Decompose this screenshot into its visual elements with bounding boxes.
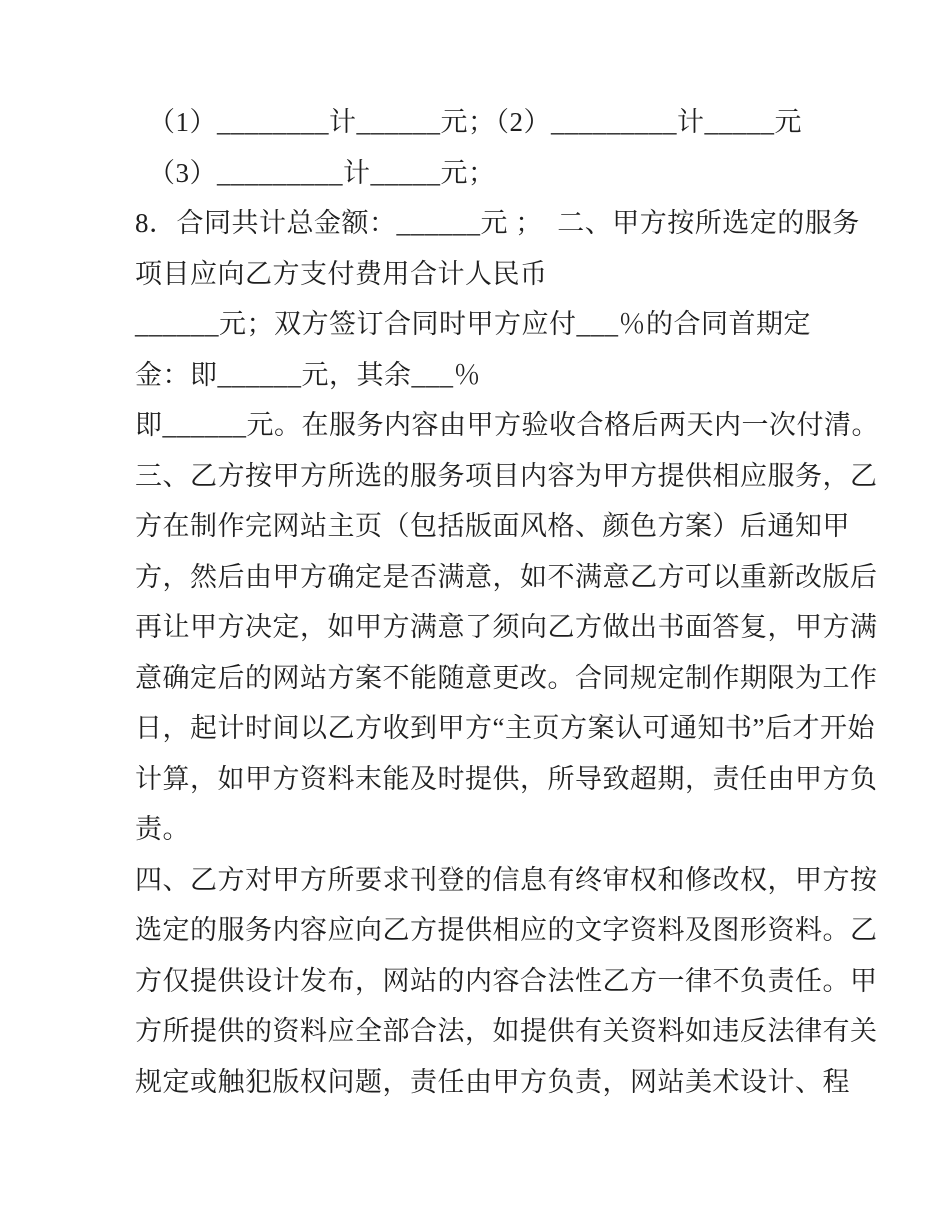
text-line: 责。 [135, 814, 190, 844]
text-line: 规定或触犯版权问题，责任由甲方负责，网站美术设计、程 [135, 1066, 850, 1097]
text-line: （1）________计______元；（2）_________计_____元 [148, 107, 802, 137]
text-line: ______元；双方签订合同时甲方应付___％的合同首期定 [135, 309, 811, 339]
text-line: 方所提供的资料应全部合法，如提供有关资料如违反法律有关 [135, 1016, 878, 1046]
text-line: （3）_________计_____元； [148, 157, 496, 188]
text-line: 即______元。在服务内容由甲方验收合格后两天内一次付清。 [135, 410, 879, 440]
text-line: 选定的服务内容应向乙方提供相应的文字资料及图形资料。乙 [135, 915, 878, 945]
text-line: 三、乙方按甲方所选的服务项目内容为甲方提供相应服务，乙 [135, 460, 878, 491]
text-line: 金：即______元，其余___％ [135, 359, 481, 390]
text-line: 方仅提供设计发布，网站的内容合法性乙方一律不负责任。甲 [135, 965, 878, 996]
text-line: 8．合同共计总金额：______元 ； 二、甲方按所选定的服务 [135, 208, 860, 238]
text-line: 意确定后的网站方案不能随意更改。合同规定制作期限为工作 [135, 662, 878, 693]
text-line: 项目应向乙方支付费用合计人民币 [135, 258, 548, 289]
text-line: 方，然后由甲方确定是否满意，如不满意乙方可以重新改版后 [135, 561, 878, 592]
text-line: 四、乙方对甲方所要求刊登的信息有终审权和修改权，甲方按 [135, 864, 878, 895]
text-line: 方在制作完网站主页（包括版面风格、颜色方案）后通知甲 [135, 511, 850, 541]
text-line: 再让甲方决定，如甲方满意了须向乙方做出书面答复，甲方满 [135, 612, 878, 642]
text-line: 日，起计时间以乙方收到甲方“主页方案认可通知书”后才开始 [135, 713, 875, 743]
text-line: 计算，如甲方资料末能及时提供，所导致超期，责任由甲方负 [135, 763, 878, 794]
